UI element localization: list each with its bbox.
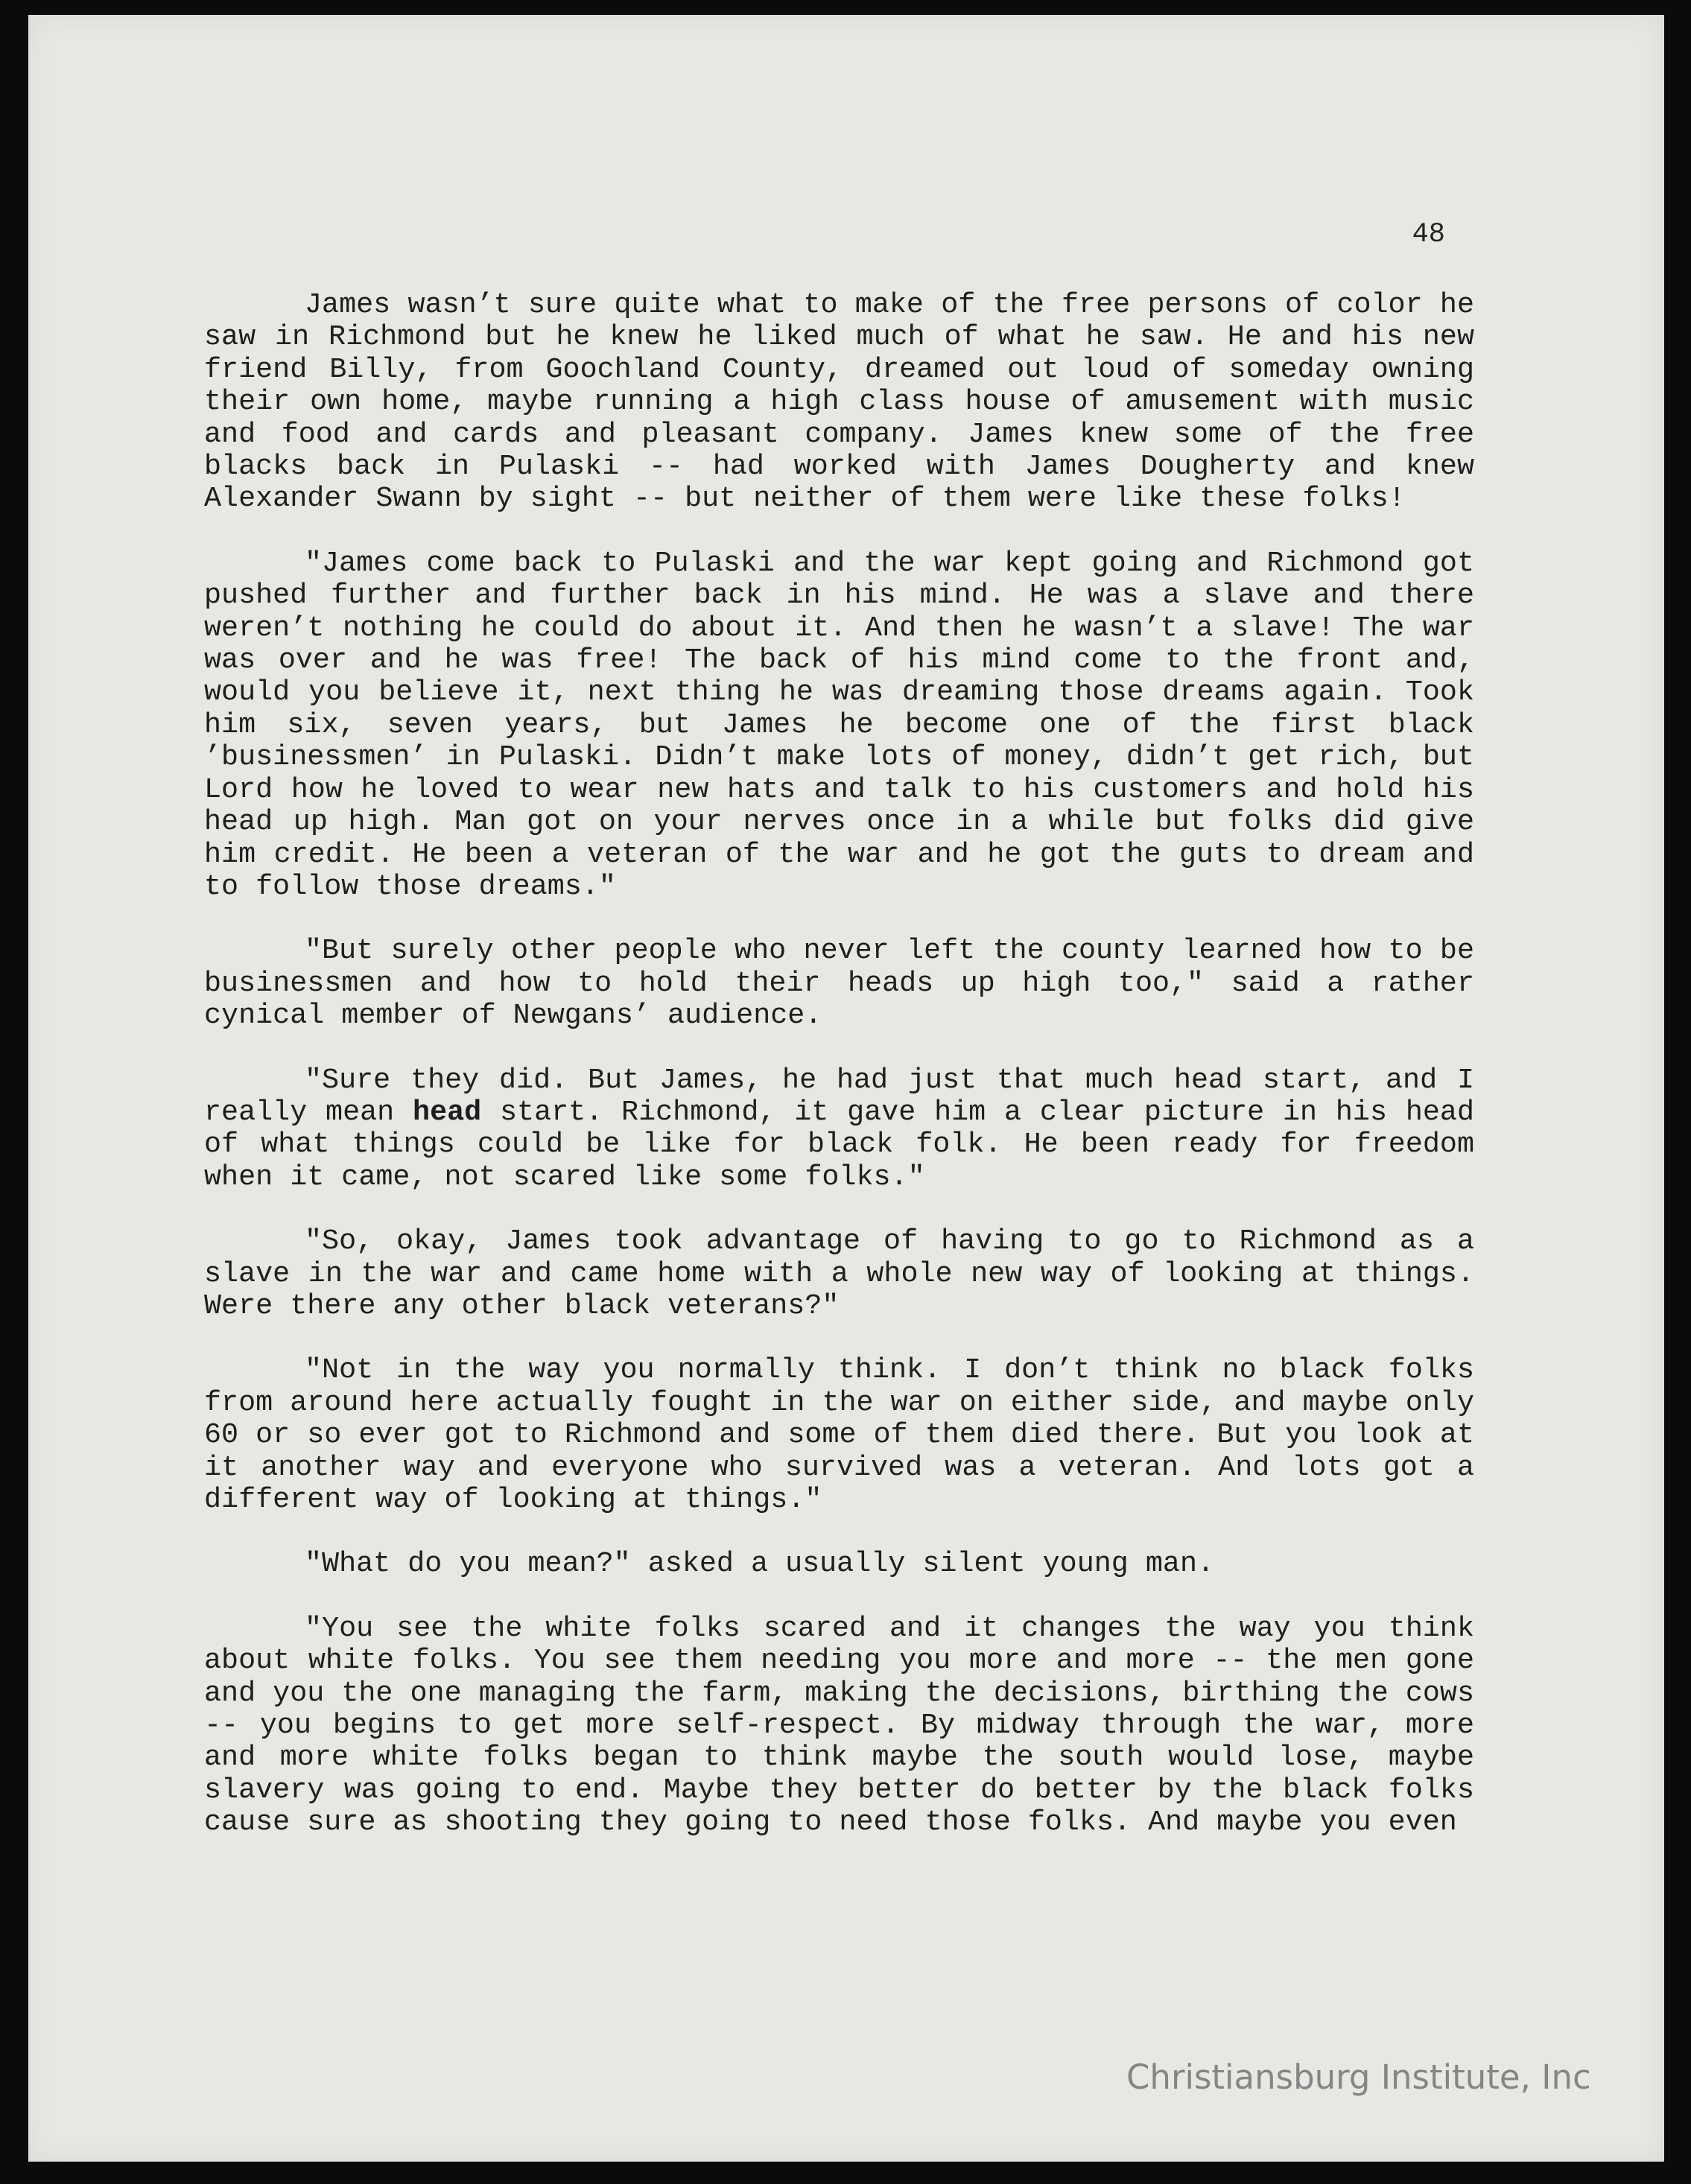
paragraph-2: [204, 547, 1474, 903]
watermark: Christiansburg Institute, Inc: [1126, 2057, 1591, 2097]
paragraph-1: [204, 289, 1474, 515]
body-text: [204, 289, 1474, 1839]
paragraph-8: [204, 1613, 1474, 1839]
paragraph-text: "What do you mean?" asked a usually silent young man.: [305, 1547, 1215, 1581]
paragraph-text: "Sure they did. But James, he had just that much head start, and I really mean: [204, 1063, 1474, 1128]
paragraph-7: [204, 1548, 1474, 1580]
document-page: [28, 15, 1664, 2162]
paragraph-3: [204, 935, 1474, 1032]
paragraph-text: start. Richmond, it gave him a clear picture in his head of what things could be like for black folk. He been ready for freedom when it came, not scared like some folks.": [204, 1095, 1474, 1193]
bold-emphasis: head: [413, 1095, 482, 1128]
paragraph-text: "James come back to Pulaski and the war kept going and Richmond got pushed further and further back in his mind. He was a slave and there weren’t nothing he could do about it. And then he wasn’t a slave! The war was over and he was free! The back of his mind come to the front and, would you believe it, next thing he was dreaming those dreams again. Took him six, seven years, but James he become one of the first black ’businessmen’ in Pulaski. Didn’t make lots of money, didn’t get rich, but Lord how he loved to wear new hats and talk to his customers and hold his head up high. Man got on your nerves once in a while but folks did give him credit. He been a veteran of the war and he got the guts to dream and to follow those dreams.": [204, 546, 1474, 903]
paragraph-4: [204, 1064, 1474, 1194]
paragraph-text: James wasn’t sure quite what to make of the free persons of color he saw in Richmond but he knew he liked much of what he saw. He and his new friend Billy, from Goochland County, dreamed out loud of someday owning their own home, maybe running a high class house of amusement with music and food and cards and pleasant company. James knew some of the free blacks back in Pulaski -- had worked with James Dougherty and knew Alexander Swann by sight -- but neither of them were like these folks!: [204, 288, 1474, 515]
paragraph-5: [204, 1225, 1474, 1322]
paragraph-6: [204, 1354, 1474, 1516]
paragraph-text: "But surely other people who never left the county learned how to be businessmen and how to hold their heads up high too," said a rather cynical member of Newgans’ audience.: [204, 934, 1474, 1032]
paragraph-text: "So, okay, James took advantage of having to go to Richmond as a slave in the war and came home with a whole new way of looking at things. Were there any other black veterans?": [204, 1225, 1474, 1322]
page-number: 48: [1412, 219, 1445, 250]
paragraph-text: "Not in the way you normally think. I don’t think no black folks from around here actually fought in the war on either side, and maybe only 60 or so ever got to Richmond and some of them died there. But you look at it another way and everyone who survived was a veteran. And lots got a different way of looking at things.": [204, 1353, 1474, 1516]
paragraph-text: "You see the white folks scared and it changes the way you think about white folks. You see them needing you more and more -- the men gone and you the one managing the farm, making the decisions, birthing the cows -- you begins to get more self-respect. By midway through the war, more and more white folks began to think maybe the south would lose, maybe slavery was going to end. Maybe they better do better by the black folks cause sure as shooting they going to need those folks. And maybe you even: [204, 1611, 1474, 1839]
